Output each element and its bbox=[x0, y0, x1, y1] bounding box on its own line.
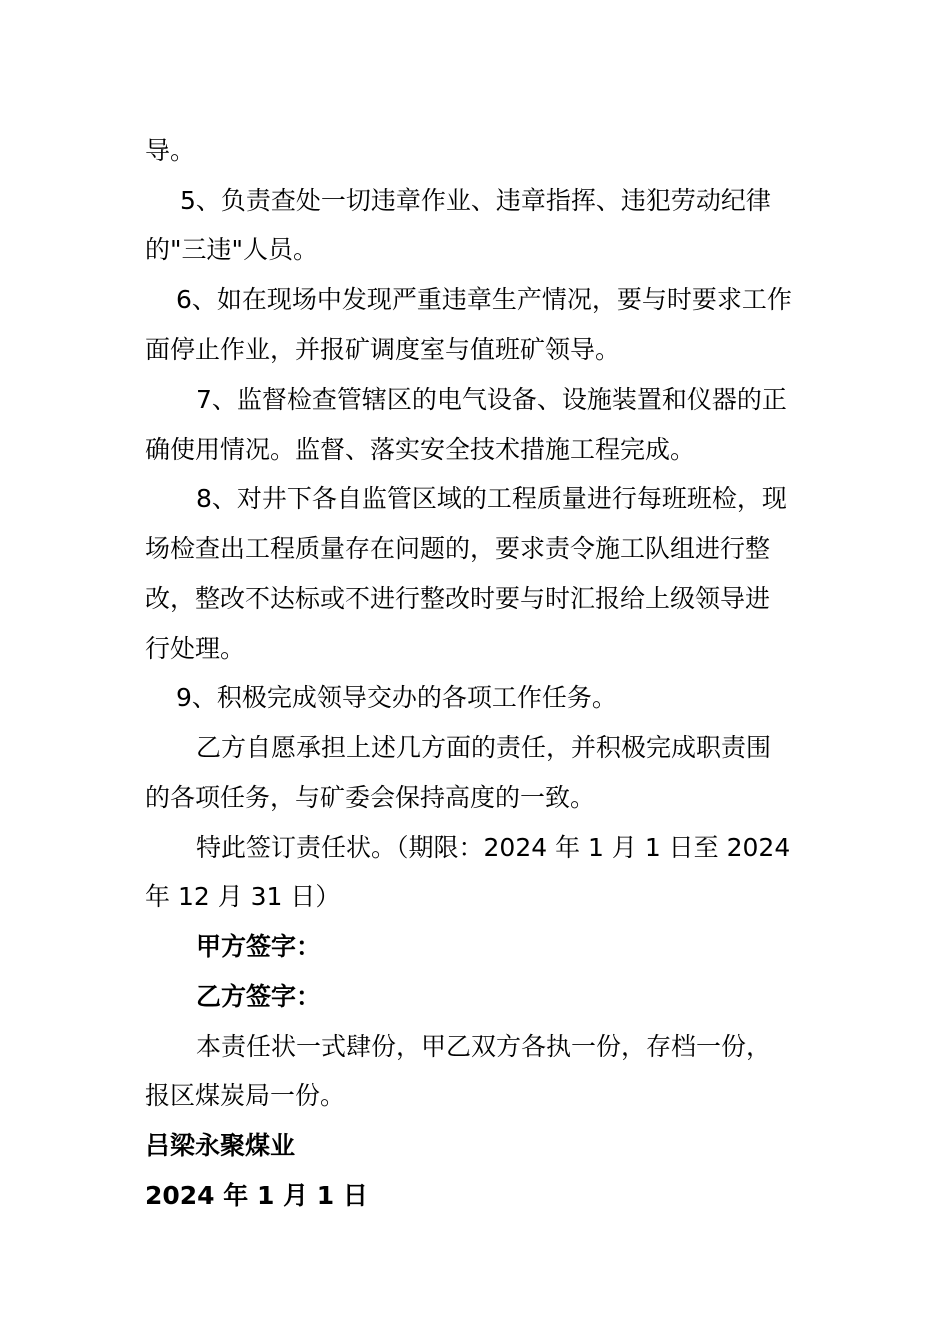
paragraph-line: 本责任状一式肆份，甲乙双方各执一份，存档一份， bbox=[196, 1032, 772, 1061]
party-a-signature-label: 甲方签字： bbox=[196, 932, 322, 961]
paragraph-line: 导。 bbox=[145, 136, 196, 165]
paragraph-line: 的各项任务，与矿委会保持高度的一致。 bbox=[145, 783, 596, 812]
paragraph-line: 面停止作业，并报矿调度室与值班矿领导。 bbox=[145, 335, 621, 364]
paragraph-line: 确使用情况。监督、落实安全技术措施工程完成。 bbox=[145, 435, 696, 464]
paragraph-line: 5、负责查处一切违章作业、违章指挥、违犯劳动纪律 bbox=[180, 186, 771, 215]
paragraph-line: 7、监督检查管辖区的电气设备、设施装置和仪器的正 bbox=[196, 385, 787, 414]
paragraph-line: 8、对井下各自监管区域的工程质量进行每班班检，现 bbox=[196, 484, 787, 513]
paragraph-line: 6、如在现场中发现严重违章生产情况，要与时要求工作 bbox=[176, 285, 792, 314]
paragraph-line: 改，整改不达标或不进行整改时要与时汇报给上级领导进 bbox=[145, 584, 771, 613]
paragraph-line: 报区煤炭局一份。 bbox=[145, 1081, 346, 1110]
paragraph-line: 特此签订责任状。（期限：2024 年 1 月 1 日至 2024 bbox=[196, 833, 791, 862]
paragraph-line: 场检查出工程质量存在问题的，要求责令施工队组进行整 bbox=[145, 534, 771, 563]
company-name: 吕梁永聚煤业 bbox=[145, 1131, 296, 1160]
document-date: 2024 年 1 月 1 日 bbox=[145, 1181, 368, 1210]
paragraph-line: 的"三违"人员。 bbox=[145, 235, 318, 264]
paragraph-line: 乙方自愿承担上述几方面的责任，并积极完成职责围 bbox=[196, 733, 772, 762]
paragraph-line: 9、积极完成领导交办的各项工作任务。 bbox=[176, 683, 617, 712]
paragraph-line: 行处理。 bbox=[145, 634, 246, 663]
paragraph-line: 年 12 月 31 日） bbox=[145, 882, 341, 911]
party-b-signature-label: 乙方签字： bbox=[196, 982, 322, 1011]
